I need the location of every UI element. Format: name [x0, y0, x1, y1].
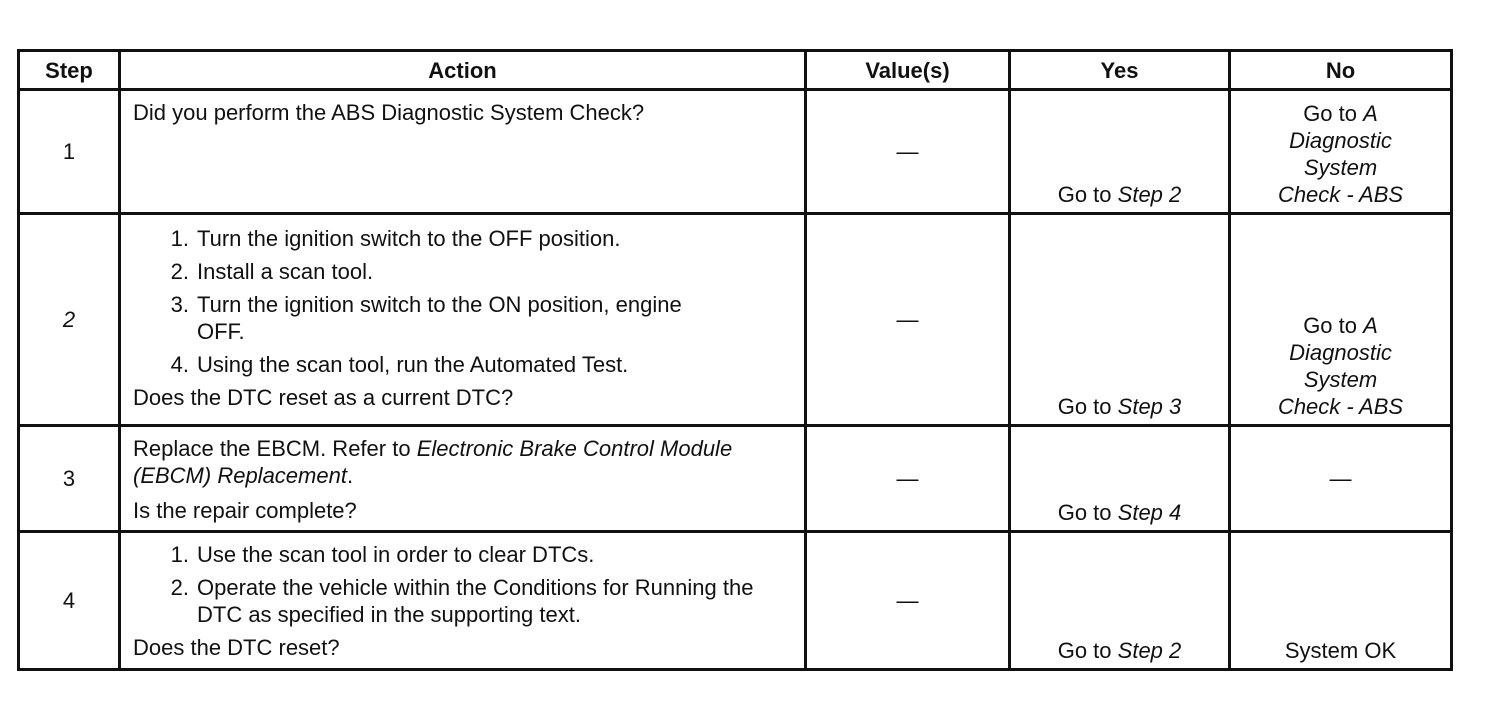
action-intro: Replace the EBCM. Refer to Electronic Brake Control Module (EBCM) Replacement.: [133, 436, 733, 488]
header-step: Step: [19, 51, 120, 90]
header-no: No: [1230, 51, 1452, 90]
value-cell: —: [806, 426, 1010, 532]
table-row: [19, 214, 1452, 426]
action-cell: [120, 532, 806, 670]
action-steps: [133, 541, 794, 628]
table-row: [19, 90, 1452, 214]
action-question: Does the DTC reset as a current DTC?: [133, 385, 514, 410]
value-cell: —: [806, 532, 1010, 670]
no-cell: —: [1230, 426, 1452, 532]
step-number: 4: [19, 532, 120, 670]
action-steps: [133, 225, 794, 378]
table-row: [19, 532, 1452, 670]
action-question: Is the repair complete?: [133, 498, 357, 523]
yes-cell: Go to Step 2: [1010, 532, 1230, 670]
no-cell: Go to A Diagnostic System Check - ABS: [1230, 214, 1452, 426]
no-cell: System OK: [1230, 532, 1452, 670]
value-cell: —: [806, 214, 1010, 426]
list-item: 2. Operate the vehicle within the Conditions for Running the DTC as specified in the supporting text.: [170, 575, 754, 627]
no-cell: Go to A Diagnostic System Check - ABS: [1230, 90, 1452, 214]
list-item: 3. Turn the ignition switch to the ON position, engine OFF.: [170, 292, 682, 344]
header-action: Action: [120, 51, 806, 90]
action-cell: [120, 214, 806, 426]
table-row: [19, 426, 1452, 532]
header-values: Value(s): [806, 51, 1010, 90]
header-row: [19, 51, 1452, 90]
yes-cell: Go to Step 2: [1010, 90, 1230, 214]
list-item: 1. Use the scan tool in order to clear DTCs.: [170, 542, 595, 567]
action-question: Does the DTC reset?: [133, 635, 340, 660]
action-question: Did you perform the ABS Diagnostic System Check?: [133, 100, 645, 125]
step-number: 3: [19, 426, 120, 532]
header-yes: Yes: [1010, 51, 1230, 90]
list-item: 2. Install a scan tool.: [170, 259, 374, 284]
action-cell: [120, 426, 806, 532]
yes-cell: Go to Step 3: [1010, 214, 1230, 426]
diagnostic-table: [17, 49, 1453, 671]
value-cell: —: [806, 90, 1010, 214]
list-item: 4. Using the scan tool, run the Automated Test.: [170, 352, 629, 377]
action-cell: [120, 90, 806, 214]
list-item: 1. Turn the ignition switch to the OFF position.: [170, 226, 621, 251]
step-number: 2: [19, 214, 120, 426]
step-number: 1: [19, 90, 120, 214]
yes-cell: Go to Step 4: [1010, 426, 1230, 532]
